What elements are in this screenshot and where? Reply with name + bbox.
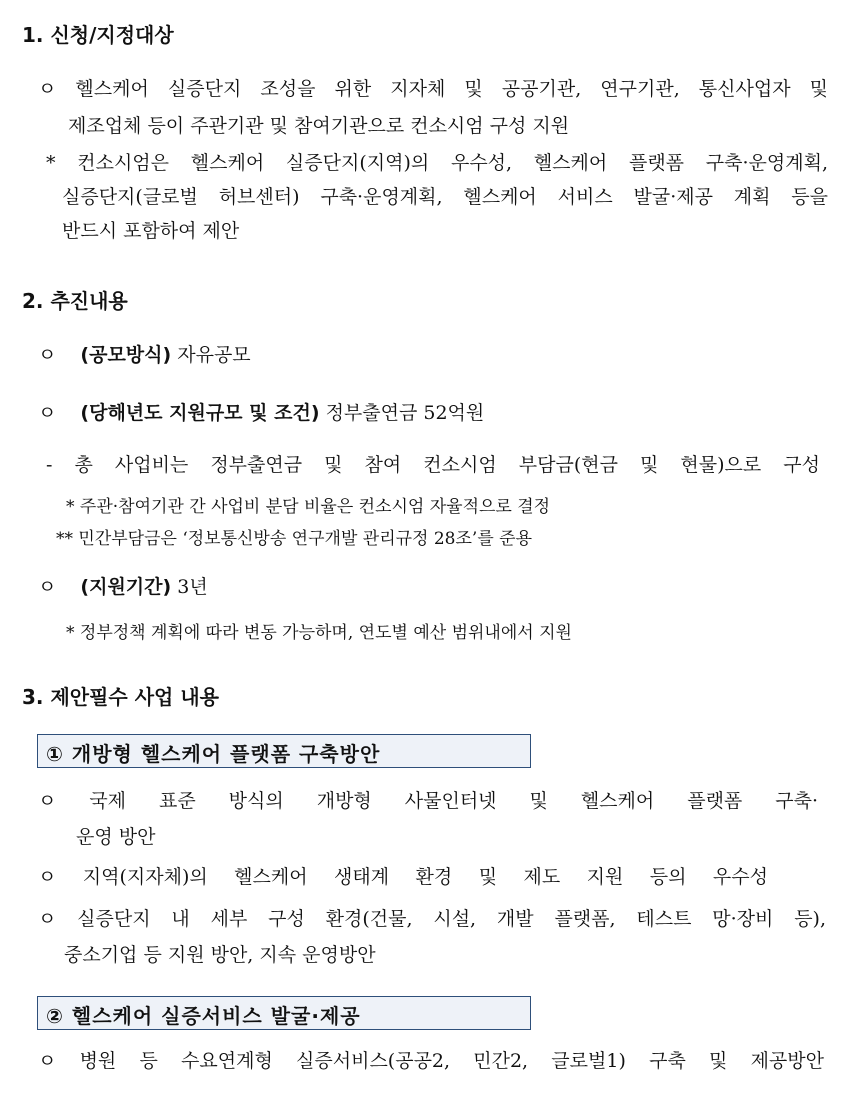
section-1-title: 1. 신청/지정대상 — [22, 23, 174, 47]
subsection-title: ② 헬스케어 실증서비스 발굴·제공 — [46, 1004, 361, 1028]
bullet-label: (공모방식) — [80, 344, 172, 366]
s2-dash-line: - 총 사업비는 정부출연금 및 참여 컨소시엄 부담금(현금 및 현물)으로 구성 — [46, 454, 820, 476]
s2-note: * 주관·참여기관 간 사업비 분담 비율은 컨소시엄 자율적으로 결정 — [66, 497, 551, 517]
bullet-text: 자유공모 — [177, 344, 251, 366]
bullet-text: 3년 — [177, 576, 208, 598]
s3-bullet-line: 중소기업 등 지원 방안, 지속 운영방안 — [64, 944, 376, 966]
bullet-marker: ㅇ — [38, 402, 57, 424]
bullet-marker: ㅇ — [38, 344, 57, 366]
subsection-title: ① 개방형 헬스케어 플랫폼 구축방안 — [46, 742, 381, 766]
bullet-label: (지원기간) — [80, 576, 172, 598]
s1-note-line: 반드시 포함하여 제안 — [62, 220, 240, 242]
s3-bullet-line: ㅇ 실증단지 내 세부 구성 환경(건물, 시설, 개발 플랫폼, 테스트 망·장비 등), — [38, 908, 826, 930]
s2-bullet-funding-scale — [38, 400, 484, 426]
section-2-title: 2. 추진내용 — [22, 289, 128, 313]
s2-bullet-period — [38, 574, 208, 600]
s1-bullet-line: ㅇ 헬스케어 실증단지 조성을 위한 지자체 및 공공기관, 연구기관, 통신사업자 및 — [38, 78, 828, 100]
s3-bullet-line: ㅇ 지역(지자체)의 헬스케어 생태계 환경 및 제도 지원 등의 우수성 — [38, 866, 768, 888]
bullet-text: 정부출연금 52억원 — [325, 402, 485, 424]
subsection-box-2 — [37, 996, 531, 1030]
s2-note: * 정부정책 계획에 따라 변동 가능하며, 연도별 예산 범위내에서 지원 — [66, 623, 572, 643]
s3-bullet-line: 운영 방안 — [76, 826, 156, 848]
s3-bullet-line: ㅇ 병원 등 수요연계형 실증서비스(공공2, 민간2, 글로벌1) 구축 및 제공방안 — [38, 1050, 824, 1072]
bullet-marker: ㅇ — [38, 576, 57, 598]
bullet-label: (당해년도 지원규모 및 조건) — [80, 402, 320, 424]
s2-bullet-funding-method — [38, 342, 251, 368]
s1-note-line: 실증단지(글로벌 허브센터) 구축·운영계획, 헬스케어 서비스 발굴·제공 계획 등을 — [62, 186, 828, 208]
s1-note-line: * 컨소시엄은 헬스케어 실증단지(지역)의 우수성, 헬스케어 플랫폼 구축·운영계획, — [46, 152, 828, 174]
subsection-box-1 — [37, 734, 531, 768]
s3-bullet-line: ㅇ 국제 표준 방식의 개방형 사물인터넷 및 헬스케어 플랫폼 구축· — [38, 790, 818, 812]
s2-note: ** 민간부담금은 ‘정보통신방송 연구개발 관리규정 28조’를 준용 — [56, 529, 532, 549]
section-3-title: 3. 제안필수 사업 내용 — [22, 685, 219, 709]
s1-bullet-line: 제조업체 등이 주관기관 및 참여기관으로 컨소시엄 구성 지원 — [68, 115, 570, 137]
